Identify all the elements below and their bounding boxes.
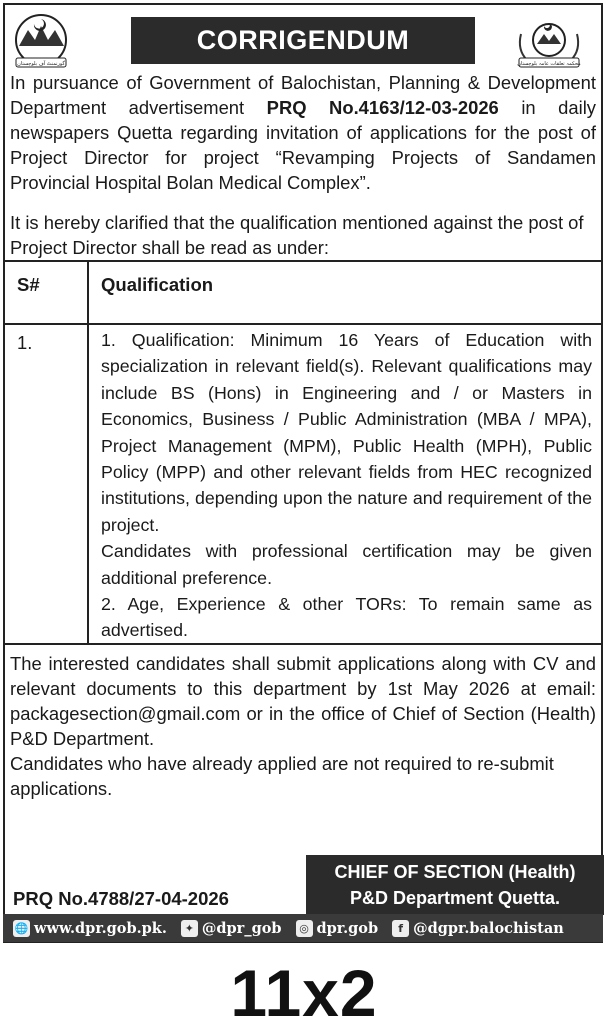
facebook-icon: f bbox=[392, 920, 409, 937]
svg-text:گورنمنٹ آف بلوچستان: گورنمنٹ آف بلوچستان bbox=[17, 61, 65, 67]
dgpr-logo bbox=[513, 14, 585, 70]
facebook-link[interactable]: f @dgpr.balochistan bbox=[392, 920, 564, 937]
closing-section bbox=[10, 651, 596, 801]
prq-number: PRQ No.4788/27-04-2026 bbox=[13, 888, 229, 909]
instagram-link[interactable]: ◎ dpr.gob bbox=[296, 920, 379, 937]
twitter-link[interactable]: ✦ @dpr_gob bbox=[181, 920, 282, 937]
svg-text:محکمہ تعلقات عامہ بلوچستان: محکمہ تعلقات عامہ بلوچستان bbox=[517, 61, 581, 67]
column-divider bbox=[87, 262, 89, 643]
qualification-table bbox=[5, 260, 601, 645]
clarification-paragraph: It is hereby clarified that the qualification mentioned against the post of Project Director shall be read as under: bbox=[10, 212, 584, 258]
row-serial: 1. bbox=[17, 332, 33, 353]
instagram-icon: ◎ bbox=[296, 920, 313, 937]
signature-block bbox=[306, 855, 604, 915]
twitter-icon: ✦ bbox=[181, 920, 198, 937]
intro-paragraph: In pursuance of Government of Balochistan, Planning & Development Department advertisement PRQ No.4163/12-03-2026 in daily newspapers Quetta regarding invitation of applications for the post of Project Director for project “Revamping Projects of Sandamen Provincial Hospital Bolan Medical Complex”. bbox=[10, 72, 596, 193]
website-link[interactable]: 🌐 www.dpr.gob.pk. bbox=[14, 919, 167, 937]
globe-icon: 🌐 bbox=[14, 921, 29, 935]
qualification-item-1b: Candidates with professional certification may be given additional preference. bbox=[101, 541, 592, 588]
qualification-item-2: 2. Age, Experience & other TORs: To remain same as advertised. bbox=[101, 594, 592, 641]
header-qualification: Qualification bbox=[101, 274, 214, 295]
header-divider bbox=[5, 323, 601, 325]
row-qualification bbox=[101, 327, 592, 644]
submission-paragraph: The interested candidates shall submit applications along with CV and relevant documents to this department by 1st May 2026 at email: packagesection@gmail.com or in the office of Chief of Section (Health) P&D Department. bbox=[10, 653, 596, 749]
signature-title: CHIEF OF SECTION (Health) bbox=[334, 862, 576, 882]
header-serial: S# bbox=[17, 274, 40, 295]
prq-reference: PRQ No.4163/12-03-2026 bbox=[266, 97, 499, 118]
corrigendum-title: CORRIGENDUM bbox=[131, 17, 475, 64]
already-applied-paragraph: Candidates who have already applied are not required to re-submit applications. bbox=[10, 753, 554, 799]
qualification-item-1: 1. Qualification: Minimum 16 Years of Education with specialization in relevant field(s). Relevant qualifications may include BS (Hons) in Engineering and / or Masters in Economics, Business / Public Administration (MBA / MPA), Project Management (MPM), Public Health (MPH), Public Policy (MPP) and other relevant fields from HEC recognized institutions, depending upon the nature and requirement of the project. bbox=[101, 330, 592, 535]
ad-size-label: 11x2 bbox=[230, 956, 378, 1030]
signature-department: P&D Department Quetta. bbox=[349, 888, 561, 908]
social-bar bbox=[3, 914, 603, 942]
balochistan-govt-logo bbox=[10, 12, 72, 70]
